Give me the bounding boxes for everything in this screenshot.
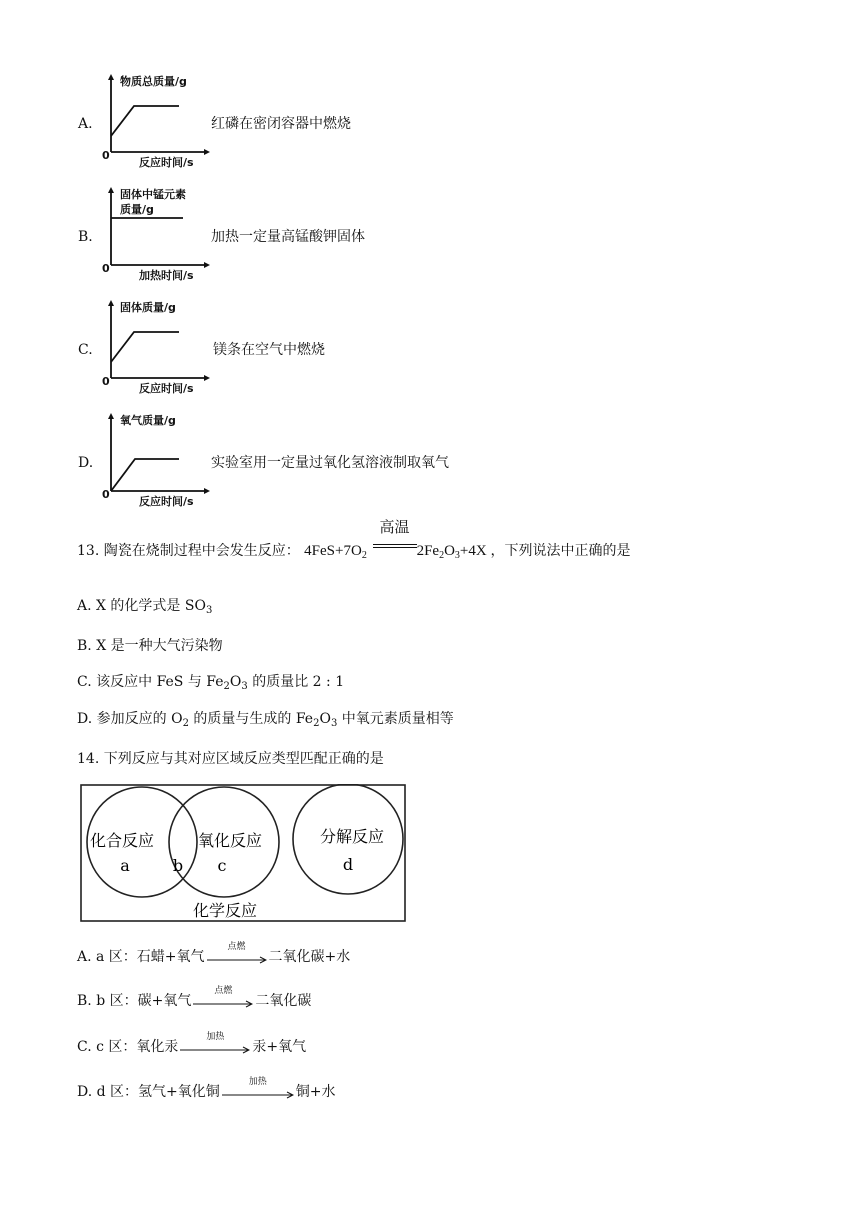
origin-label: 0	[102, 375, 110, 388]
q14-option[interactable]	[77, 1032, 307, 1056]
y-axis-label: 氧气质量/g	[120, 414, 176, 427]
chemical-reaction-label: 化学反应	[192, 901, 258, 920]
q12-graph	[98, 183, 218, 281]
y-axis-label-line2: 质量/g	[120, 203, 154, 216]
q12-option-letter[interactable]: A.	[78, 116, 93, 132]
reaction-arrow-icon	[180, 1032, 250, 1055]
q12-option-letter[interactable]: C.	[78, 342, 93, 358]
graph-curve	[111, 332, 179, 362]
reaction-condition: 点燃	[227, 942, 246, 952]
region-d-label: d	[342, 855, 354, 874]
q13-stem-prefix: 13. 陶瓷在烧制过程中会发生反应：	[77, 543, 300, 559]
x-axis-arrowhead	[204, 375, 210, 381]
q14-option[interactable]	[77, 1077, 336, 1101]
reaction-arrow-icon	[222, 1077, 294, 1100]
oxidation-label: 氧化反应	[197, 831, 263, 850]
q13-stem-suffix: ，下列说法中正确的是	[490, 543, 631, 559]
q12-option-text: 红磷在密闭容器中燃烧	[211, 116, 351, 132]
q12-graph	[98, 296, 218, 394]
q12-option-letter[interactable]: B.	[78, 229, 93, 245]
reaction-arrow-icon	[207, 942, 267, 965]
q14-option[interactable]	[77, 942, 351, 966]
x-axis-label: 反应时间/s	[139, 495, 194, 507]
x-axis-arrowhead	[204, 262, 210, 268]
products: 铜+水	[295, 1084, 336, 1100]
q12-option-text: 镁条在空气中燃烧	[213, 342, 325, 358]
q13-option-a[interactable]: A. X 的化学式是 $SO_3$	[77, 598, 213, 616]
reaction-arrow-icon	[193, 986, 253, 1009]
reaction-condition: 加热	[248, 1077, 267, 1087]
products: 二氧化碳+水	[268, 949, 351, 965]
reactants: A. a 区：石蜡+氧气	[77, 949, 205, 965]
y-axis-arrowhead	[108, 74, 114, 80]
products: 汞+氧气	[252, 1039, 307, 1055]
x-axis-arrowhead	[204, 149, 210, 155]
x-axis-label: 加热时间/s	[139, 269, 194, 281]
y-axis-arrowhead	[108, 413, 114, 419]
graph-curve	[111, 459, 179, 491]
q14-option[interactable]	[77, 986, 312, 1010]
y-axis-arrowhead	[108, 300, 114, 306]
reaction-type-venn-diagram	[80, 784, 408, 924]
q13-equation: $4FeS+7O_2$ 高温 $2Fe_2O_3+4X$	[304, 520, 487, 561]
q13-option-d[interactable]: D. 参加反应的 $O_2$ 的质量与生成的 $Fe_2O_3$ 中氧元素质量相等	[77, 711, 454, 729]
q14-stem: 14. 下列反应与其对应区域反应类型匹配正确的是	[77, 751, 384, 767]
high-temp-condition: 高温	[373, 541, 417, 557]
q13-option-c[interactable]: C. 该反应中 FeS 与 $Fe_2O_3$ 的质量比 2 : 1	[77, 674, 345, 692]
x-axis-label: 反应时间/s	[139, 382, 194, 394]
y-axis-label: 固体质量/g	[120, 301, 176, 314]
graph-curve	[111, 106, 179, 136]
combination-label: 化合反应	[89, 831, 155, 850]
q13-option-b[interactable]: B. X 是一种大气污染物	[77, 638, 223, 654]
reactants: D. d 区：氢气+氧化铜	[77, 1084, 220, 1100]
x-axis-arrowhead	[204, 488, 210, 494]
reactants: B. b 区：碳+氧气	[77, 993, 192, 1009]
y-axis-arrowhead	[108, 187, 114, 193]
y-axis-label: 物质总质量/g	[120, 75, 187, 88]
y-axis-label: 固体中锰元素	[120, 188, 186, 201]
origin-label: 0	[102, 488, 110, 501]
region-b-label: b	[172, 856, 184, 875]
q13-stem	[77, 520, 631, 561]
origin-label: 0	[102, 262, 110, 275]
reactants: C. c 区：氧化汞	[77, 1039, 179, 1055]
q12-option-text: 加热一定量高锰酸钾固体	[211, 229, 365, 245]
products: 二氧化碳	[255, 993, 312, 1009]
q12-graph	[98, 70, 218, 168]
q12-graph	[98, 409, 218, 507]
origin-label: 0	[102, 149, 110, 162]
q12-option-letter[interactable]: D.	[78, 455, 94, 471]
x-axis-label: 反应时间/s	[139, 156, 194, 168]
reaction-condition: 点燃	[214, 986, 233, 996]
q12-option-text: 实验室用一定量过氧化氢溶液制取氧气	[211, 455, 449, 471]
region-a-label: a	[120, 856, 130, 875]
reaction-condition: 加热	[206, 1032, 225, 1042]
region-c-label: c	[217, 856, 227, 875]
decomposition-label: 分解反应	[319, 827, 385, 846]
